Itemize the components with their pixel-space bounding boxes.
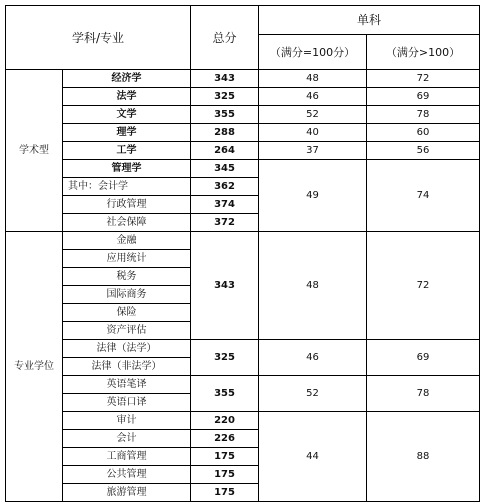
subject-name: 保险 <box>63 304 191 322</box>
total-score: 362 <box>191 178 259 196</box>
table-row <box>6 88 480 106</box>
total-score: 325 <box>191 340 259 376</box>
table-row <box>6 160 480 178</box>
total-score: 355 <box>191 376 259 412</box>
score-table <box>5 5 480 502</box>
single-score-b: 88 <box>367 412 480 502</box>
subject-name: 社会保障 <box>63 214 191 232</box>
single-score-b: 74 <box>367 160 480 232</box>
single-score-a: 37 <box>259 142 367 160</box>
subject-name: 工学 <box>63 142 191 160</box>
single-score-a: 48 <box>259 232 367 340</box>
total-score: 288 <box>191 124 259 142</box>
category-academic: 学术型 <box>6 70 63 232</box>
single-score-a: 44 <box>259 412 367 502</box>
subject-name: 理学 <box>63 124 191 142</box>
subject-name: 资产评估 <box>63 322 191 340</box>
subject-name: 审计 <box>63 412 191 430</box>
category-professional: 专业学位 <box>6 232 63 502</box>
score-table-wrapper <box>5 5 480 502</box>
subject-name: 其中：会计学 <box>63 178 191 196</box>
header-single-a: （满分=100分） <box>259 35 367 70</box>
subject-name: 英语笔译 <box>63 376 191 394</box>
total-score: 264 <box>191 142 259 160</box>
single-score-b: 72 <box>367 232 480 340</box>
header-subject: 学科/专业 <box>6 6 191 70</box>
single-score-a: 46 <box>259 340 367 376</box>
table-row <box>6 232 480 250</box>
table-row <box>6 142 480 160</box>
subject-name: 应用统计 <box>63 250 191 268</box>
header-row-1 <box>6 6 480 35</box>
single-score-b: 60 <box>367 124 480 142</box>
header-single-b: （满分>100） <box>367 35 480 70</box>
subject-name: 文学 <box>63 106 191 124</box>
total-score: 355 <box>191 106 259 124</box>
total-score: 325 <box>191 88 259 106</box>
single-score-a: 52 <box>259 376 367 412</box>
single-score-a: 46 <box>259 88 367 106</box>
total-score: 343 <box>191 232 259 340</box>
single-score-b: 78 <box>367 376 480 412</box>
header-total: 总分 <box>191 6 259 70</box>
single-score-b: 56 <box>367 142 480 160</box>
total-score: 226 <box>191 430 259 448</box>
subject-name: 公共管理 <box>63 466 191 484</box>
subject-name: 管理学 <box>63 160 191 178</box>
total-score: 175 <box>191 484 259 502</box>
total-score: 374 <box>191 196 259 214</box>
subject-name: 法律（非法学） <box>63 358 191 376</box>
single-score-a: 40 <box>259 124 367 142</box>
subject-name: 旅游管理 <box>63 484 191 502</box>
table-row <box>6 412 480 430</box>
total-score: 343 <box>191 70 259 88</box>
single-score-b: 78 <box>367 106 480 124</box>
total-score: 175 <box>191 466 259 484</box>
total-score: 345 <box>191 160 259 178</box>
table-row <box>6 70 480 88</box>
subject-name: 行政管理 <box>63 196 191 214</box>
table-row <box>6 376 480 394</box>
single-score-a: 49 <box>259 160 367 232</box>
single-score-b: 69 <box>367 340 480 376</box>
subject-name: 金融 <box>63 232 191 250</box>
subject-name: 法学 <box>63 88 191 106</box>
subject-name: 英语口译 <box>63 394 191 412</box>
total-score: 175 <box>191 448 259 466</box>
table-row <box>6 340 480 358</box>
table-row <box>6 106 480 124</box>
subject-name: 国际商务 <box>63 286 191 304</box>
table-row <box>6 124 480 142</box>
subject-name: 工商管理 <box>63 448 191 466</box>
single-score-b: 72 <box>367 70 480 88</box>
single-score-b: 69 <box>367 88 480 106</box>
total-score: 220 <box>191 412 259 430</box>
total-score: 372 <box>191 214 259 232</box>
single-score-a: 52 <box>259 106 367 124</box>
subject-name: 税务 <box>63 268 191 286</box>
subject-name: 会计 <box>63 430 191 448</box>
single-score-a: 48 <box>259 70 367 88</box>
subject-name: 经济学 <box>63 70 191 88</box>
subject-name: 法律（法学） <box>63 340 191 358</box>
header-single: 单科 <box>259 6 480 35</box>
